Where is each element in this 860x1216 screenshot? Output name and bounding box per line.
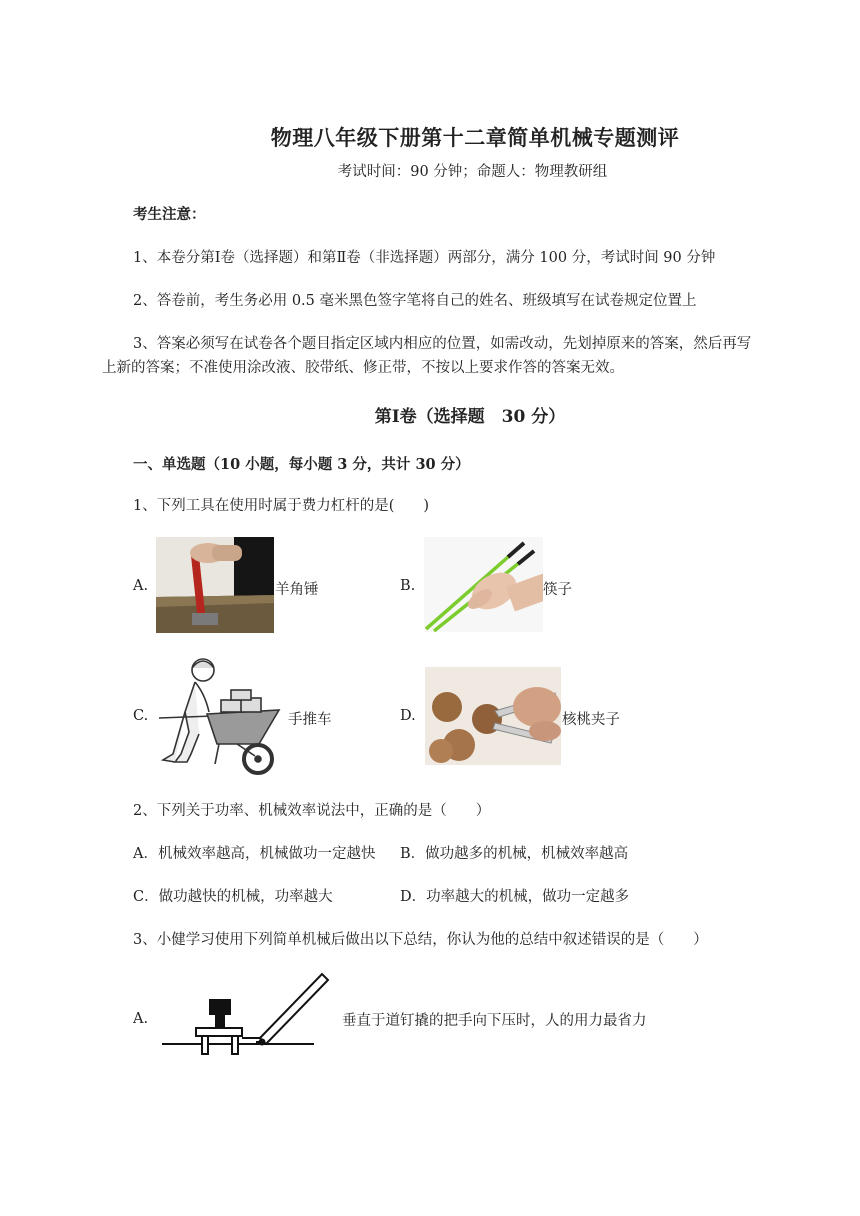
q1-option-b-label: 筷子 (543, 582, 572, 598)
q1-option-c-label: 手推车 (288, 712, 332, 728)
q2-option-b: B．做功越多的机械，机械效率越高 (400, 846, 629, 862)
chopsticks-image (424, 537, 543, 632)
q1-option-d-label: 核桃夹子 (562, 712, 620, 728)
notice-item-3-line-2: 上新的答案；不准使用涂改液、胶带纸、修正带，不按以上要求作答的答案无效。 (102, 360, 624, 376)
question-2-stem: 2、下列关于功率、机械效率说法中，正确的是（ ） (133, 803, 491, 819)
nutcracker-image (425, 667, 561, 765)
spike-bar-diagram (160, 972, 332, 1064)
q1-option-b-letter: B. (400, 578, 416, 594)
q1-option-a-letter: A. (133, 578, 149, 594)
q1-option-d-letter: D. (400, 708, 416, 724)
part-heading: 一、单选题（10 小题，每小题 3 分，共计 30 分） (133, 456, 470, 473)
notice-item-2: 2、答卷前，考生务必用 0.5 毫米黑色签字笔将自己的姓名、班级填写在试卷规定位置上 (133, 293, 697, 309)
q2-option-c: C．做功越快的机械，功率越大 (133, 889, 333, 905)
wheelbarrow-image (155, 654, 287, 778)
q1-option-a-label: 羊角锤 (275, 582, 319, 598)
notice-item-1: 1、本卷分第Ⅰ卷（选择题）和第Ⅱ卷（非选择题）两部分，满分 100 分，考试时间 90 分钟 (133, 250, 716, 266)
q2-option-a: A．机械效率越高，机械做功一定越快 (133, 846, 376, 862)
exam-info: 考试时间：90 分钟；命题人：物理教研组 (337, 164, 608, 180)
q2-option-d: D．功率越大的机械，做功一定越多 (400, 889, 630, 905)
question-1-stem: 1、下列工具在使用时属于费力杠杆的是( ) (133, 498, 430, 514)
question-3-stem: 3、小健学习使用下列简单机械后做出以下总结，你认为他的总结中叙述错误的是（ ） (133, 932, 708, 948)
q1-option-c-letter: C. (133, 708, 149, 724)
q3-option-a-label: 垂直于道钉撬的把手向下压时，人的用力最省力 (342, 1013, 647, 1029)
page-title: 物理八年级下册第十二章简单机械专题测评 (270, 125, 680, 150)
hammer-image (156, 537, 274, 633)
notice-item-3-line-1: 3、答案必须写在试卷各个题目指定区域内相应的位置，如需改动，先划掉原来的答案，然后再写 (133, 336, 752, 352)
q3-option-a-letter: A. (133, 1011, 149, 1027)
notice-heading: 考生注意： (133, 206, 206, 223)
section-title: 第Ⅰ卷（选择题 30 分） (374, 407, 566, 427)
